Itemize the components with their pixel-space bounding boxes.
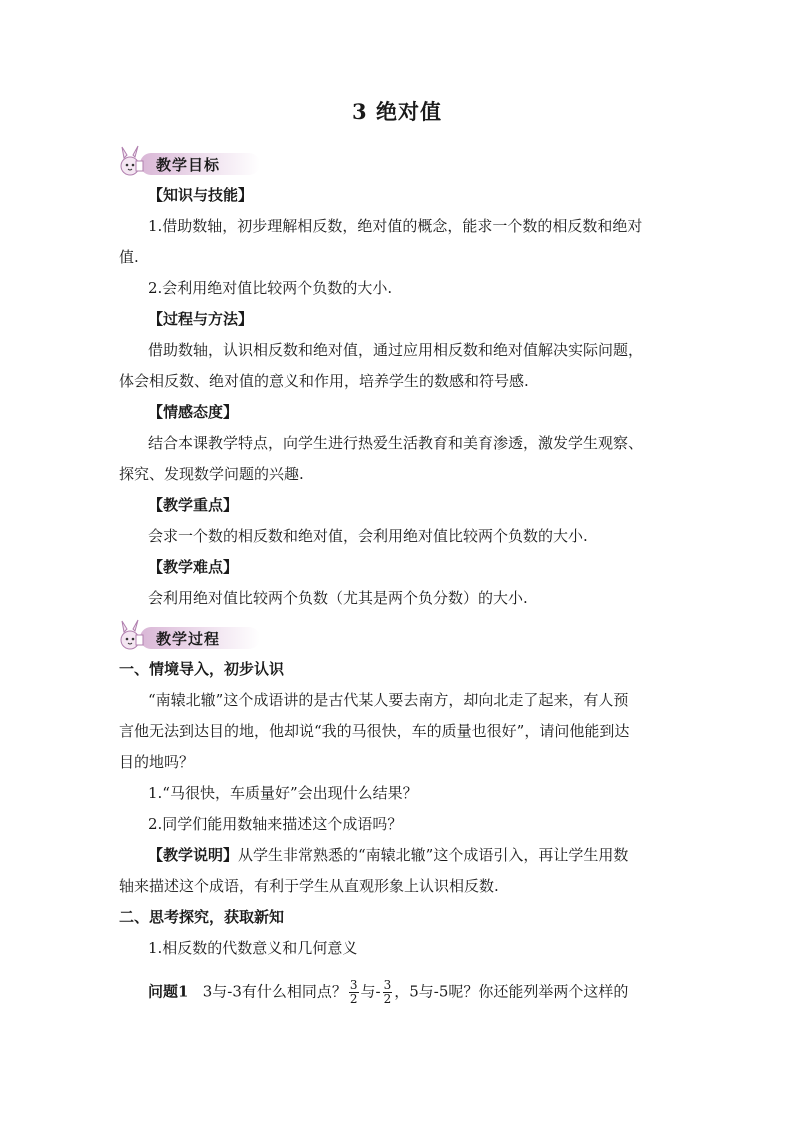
part1-heading: 一、情境导入，初步认识 <box>119 660 285 678</box>
difficulty-heading: 【教学难点】 <box>148 558 239 576</box>
teaching-note-cont: 轴来描述这个成语，有利于学生从直观形象上认识相反数. <box>119 877 499 895</box>
method-text-cont: 体会相反数、绝对值的意义和作用，培养学生的数感和符号感. <box>119 372 529 390</box>
section-badge-label: 教学过程 <box>156 630 221 648</box>
section-badge-process <box>116 618 266 652</box>
page-title: 3 绝对值 <box>352 99 442 124</box>
section-badge-goals <box>116 144 266 178</box>
teaching-note <box>148 845 628 865</box>
attitude-heading: 【情感态度】 <box>148 403 239 421</box>
cartoon-mascot-icon <box>116 144 156 178</box>
part1-paragraph-cont2: 目的地吗？ <box>119 753 195 771</box>
part2-heading: 二、思考探究，获取新知 <box>119 908 285 926</box>
knowledge-item-1: 1.借助数轴，初步理解相反数，绝对值的概念，能求一个数的相反数和绝对 <box>148 217 643 235</box>
part1-question-2: 2.同学们能用数轴来描述这个成语吗？ <box>148 815 403 833</box>
teaching-note-text: 从学生非常熟悉的“南辕北辙”这个成语引入，再让学生用数 <box>238 846 629 864</box>
difficulty-text: 会利用绝对值比较两个负数（尤其是两个负分数）的大小. <box>148 589 528 607</box>
fraction-positive: $\frac{3}{2}$ <box>349 978 358 1006</box>
method-heading: 【过程与方法】 <box>148 310 254 328</box>
teaching-note-label: 【教学说明】 <box>148 846 239 864</box>
cartoon-mascot-icon <box>116 618 156 652</box>
part2-subheading: 1.相反数的代数意义和几何意义 <box>148 939 358 957</box>
knowledge-item-1-cont: 值. <box>119 248 139 266</box>
part1-paragraph-cont: 言他无法到达目的地，他却说“我的马很快，车的质量也很好”，请问他能到达 <box>119 722 630 740</box>
section-badge-label: 教学目标 <box>156 156 221 174</box>
attitude-text-cont: 探究、发现数学问题的兴趣. <box>119 465 304 483</box>
key-point-heading: 【教学重点】 <box>148 496 239 514</box>
problem-1-label: 问题1 <box>148 982 189 1001</box>
knowledge-heading: 【知识与技能】 <box>148 186 254 204</box>
fraction-negative: $\frac{3}{2}$ <box>383 978 392 1006</box>
method-text: 借助数轴，认识相反数和绝对值，通过应用相反数和绝对值解决实际问题， <box>148 341 644 359</box>
problem-1-text: 3与-3有什么相同点？ <box>202 982 347 1001</box>
part1-question-1: 1.“马很快，车质量好”会出现什么结果？ <box>148 784 418 802</box>
problem-1 <box>148 979 628 1006</box>
problem-1-text-cont: ，5与-5呢？你还能列举两个这样的 <box>394 982 629 1001</box>
knowledge-item-2: 2.会利用绝对值比较两个负数的大小. <box>148 279 393 297</box>
key-point-text: 会求一个数的相反数和绝对值，会利用绝对值比较两个负数的大小. <box>148 527 588 545</box>
part1-paragraph: “南辕北辙”这个成语讲的是古代某人要去南方，却向北走了起来，有人预 <box>148 691 629 709</box>
problem-1-and: 与- <box>360 982 381 1001</box>
attitude-text: 结合本课教学特点，向学生进行热爱生活教育和美育渗透，激发学生观察、 <box>148 434 644 452</box>
